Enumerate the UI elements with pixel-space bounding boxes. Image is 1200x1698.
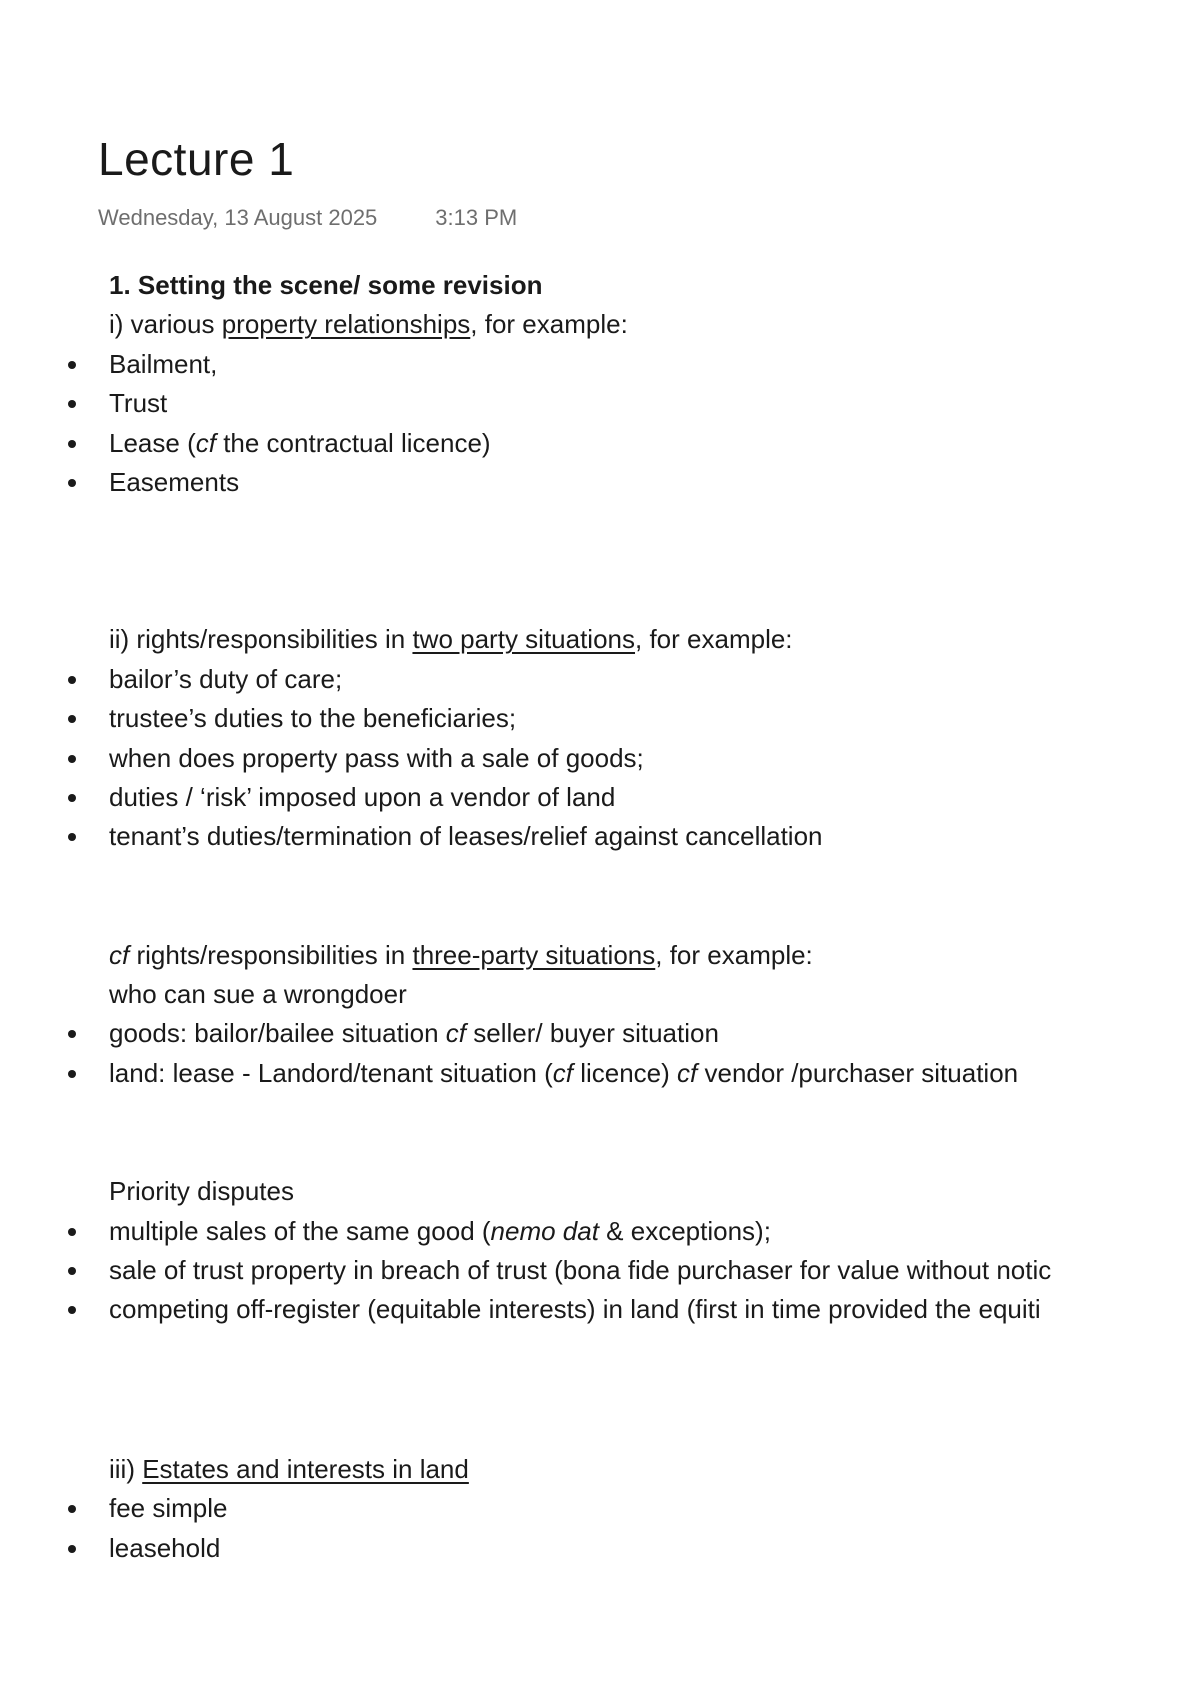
text-span: iii): [109, 1453, 143, 1484]
text-span: seller/ buyer situation: [466, 1018, 719, 1049]
text-span: multiple sales of the same good (: [109, 1215, 491, 1246]
list-item: leasehold: [0, 1529, 1200, 1568]
list-item: [0, 1054, 1200, 1093]
section-heading: 1. Setting the scene/ some revision: [109, 270, 543, 300]
list-item: when does property pass with a sale of goods;: [0, 739, 1200, 778]
list-item: Easements: [0, 463, 1200, 502]
subsection-i-intro: [0, 305, 1200, 344]
text-span: rights/responsibilities in: [129, 939, 413, 970]
list-item: sale of trust property in breach of trust (bona fide purchaser for value without notic: [0, 1251, 1200, 1290]
italic-term: cf: [552, 1057, 573, 1088]
text-span: & exceptions);: [598, 1215, 771, 1246]
list-item: Bailment,: [0, 345, 1200, 384]
text-span: the contractual licence): [215, 427, 491, 458]
text-span: , for example:: [635, 624, 793, 655]
spacer: [0, 1330, 1200, 1450]
page-title: Lecture 1: [98, 133, 295, 185]
three-party-intro: [0, 936, 1200, 975]
text-span: i) various: [109, 309, 222, 340]
three-party-subheading: who can sue a wrongdoer: [109, 979, 407, 1010]
italic-term: cf: [195, 427, 216, 458]
italic-term: nemo dat: [490, 1215, 599, 1246]
text-span: licence): [572, 1057, 678, 1088]
list-item: [0, 1014, 1200, 1053]
note-date: Wednesday, 13 August 2025: [98, 205, 378, 230]
list-item: tenant’s duties/termination of leases/relief against cancellation: [0, 817, 1200, 856]
priority-heading: Priority disputes: [109, 1176, 294, 1207]
list-item: Trust: [0, 384, 1200, 423]
text-span: ii) rights/responsibilities in: [109, 624, 413, 655]
underlined-term: three-party situations: [412, 939, 656, 970]
subsection-ii-intro: [0, 620, 1200, 659]
italic-term: cf: [445, 1018, 467, 1049]
underlined-term: two party situations: [412, 624, 636, 655]
list-item: [0, 424, 1200, 463]
underlined-term: property relationships: [221, 309, 471, 340]
text-span: , for example:: [655, 939, 813, 970]
text-span: goods: bailor/bailee situation: [109, 1018, 446, 1049]
list-item: fee simple: [0, 1489, 1200, 1528]
list-item: duties / ‘risk’ imposed upon a vendor of land: [0, 778, 1200, 817]
underlined-term: Estates and interests in land: [142, 1453, 469, 1484]
text-span: , for example:: [470, 309, 628, 340]
note-time: 3:13 PM: [435, 205, 518, 230]
text-span: vendor /purchaser situation: [697, 1057, 1019, 1088]
spacer: [0, 502, 1200, 620]
italic-term: cf: [109, 939, 130, 970]
subsection-iii-intro: [0, 1450, 1200, 1489]
list-item: bailor’s duty of care;: [0, 660, 1200, 699]
spacer: [0, 857, 1200, 936]
list-item: [0, 1212, 1200, 1251]
list-item: trustee’s duties to the beneficiaries;: [0, 699, 1200, 738]
text-span: Lease (: [109, 427, 196, 458]
note-metadata: [98, 205, 517, 231]
italic-term: cf: [677, 1057, 698, 1088]
text-span: land: lease - Landord/tenant situation (: [109, 1057, 553, 1088]
list-item: competing off-register (equitable interests) in land (first in time provided the equiti: [0, 1290, 1200, 1329]
spacer: [0, 1093, 1200, 1172]
note-body: [0, 266, 1200, 1568]
